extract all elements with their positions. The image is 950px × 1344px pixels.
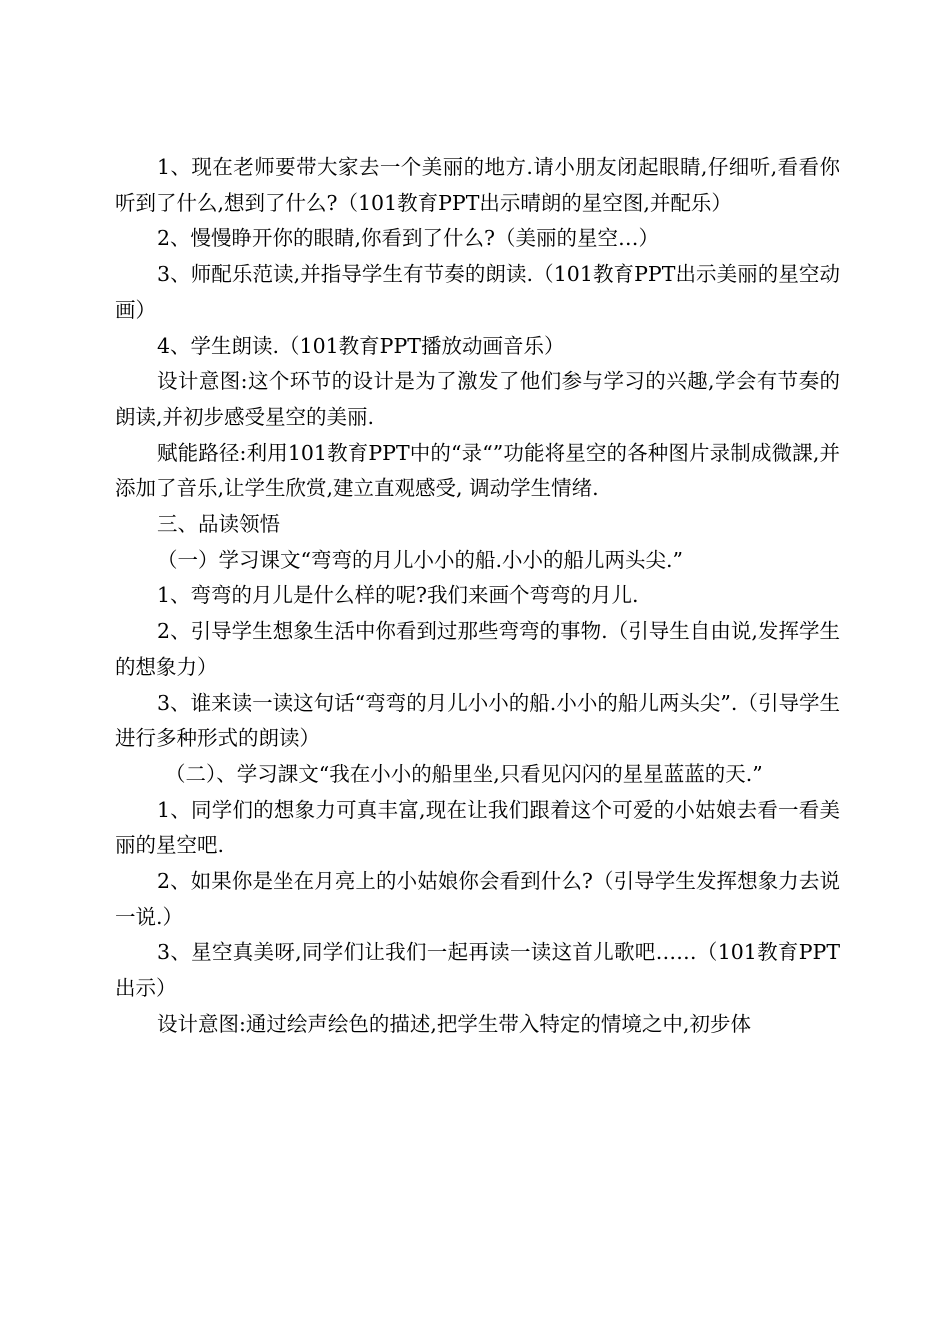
paragraph-step-2: 2、慢慢睁开你的眼睛,你看到了什么?（美丽的星空…） — [157, 226, 660, 251]
section-heading-3: 三、品读领悟 — [157, 512, 280, 537]
paragraph-step-3: 3、师配乐范读,并指导学生有节奏的朗读.（101教育PPT出示美丽的星空动画） — [115, 262, 840, 322]
paragraph-enabling-path: 赋能路径:利用101教育PPT中的“录“”功能将星空的各种图片录制成微課,并添加了音乐,让学生欣赏,建立直观感受, 调动学生情绪. — [115, 440, 840, 501]
document-page — [115, 150, 840, 1043]
paragraph-step-1: 1、现在老师要带大家去一个美丽的地方.请小朋友闭起眼睛,仔细听,看看你听到了什么,想到了什么?（101教育PPT出示晴朗的星空图,并配乐） — [115, 155, 840, 215]
paragraph-design-intent-2: 设计意图:通过绘声绘色的描述,把学生带入特定的情境之中,初步体 — [157, 1011, 751, 1036]
paragraph-sub1-step-3: 3、谁来读一读这句话“弯弯的月儿小小的船.小小的船儿两头尖”.（引导学生进行多种形式的朗读） — [115, 690, 840, 751]
subsection-heading-2: （二）、学习課文“我在小小的船里坐,只看见闪闪的星星蓝蓝的天.” — [165, 761, 763, 786]
paragraph-sub1-step-2: 2、引导学生想象生活中你看到过那些弯弯的事物.（引导生自由说,发挥学生的想象力） — [115, 619, 840, 679]
paragraph-sub2-step-1: 1、同学们的想象力可真丰富,现在让我们跟着这个可爱的小姑娘去看一看美丽的星空吧. — [115, 797, 840, 858]
paragraph-step-4: 4、学生朗读.（101教育PPT播放动画音乐） — [157, 333, 565, 358]
paragraph-design-intent-1: 设计意图:这个环节的设计是为了激发了他们参与学习的兴趣,学会有节奏的朗读,并初步感受星空的美丽. — [115, 369, 840, 429]
subsection-heading-1: （一）学习课文“弯弯的月儿小小的船.小小的船儿两头尖.” — [157, 547, 683, 572]
paragraph-sub2-step-2: 2、如果你是坐在月亮上的小姑娘你会看到什么?（引导学生发挥想象力去说一说.） — [115, 869, 840, 929]
paragraph-sub1-step-1: 1、弯弯的月儿是什么样的呢?我们来画个弯弯的月儿. — [157, 583, 639, 608]
paragraph-sub2-step-3: 3、星空真美呀,同学们让我们一起再读一读这首儿歌吧……（101教育PPT出示） — [115, 940, 840, 1001]
